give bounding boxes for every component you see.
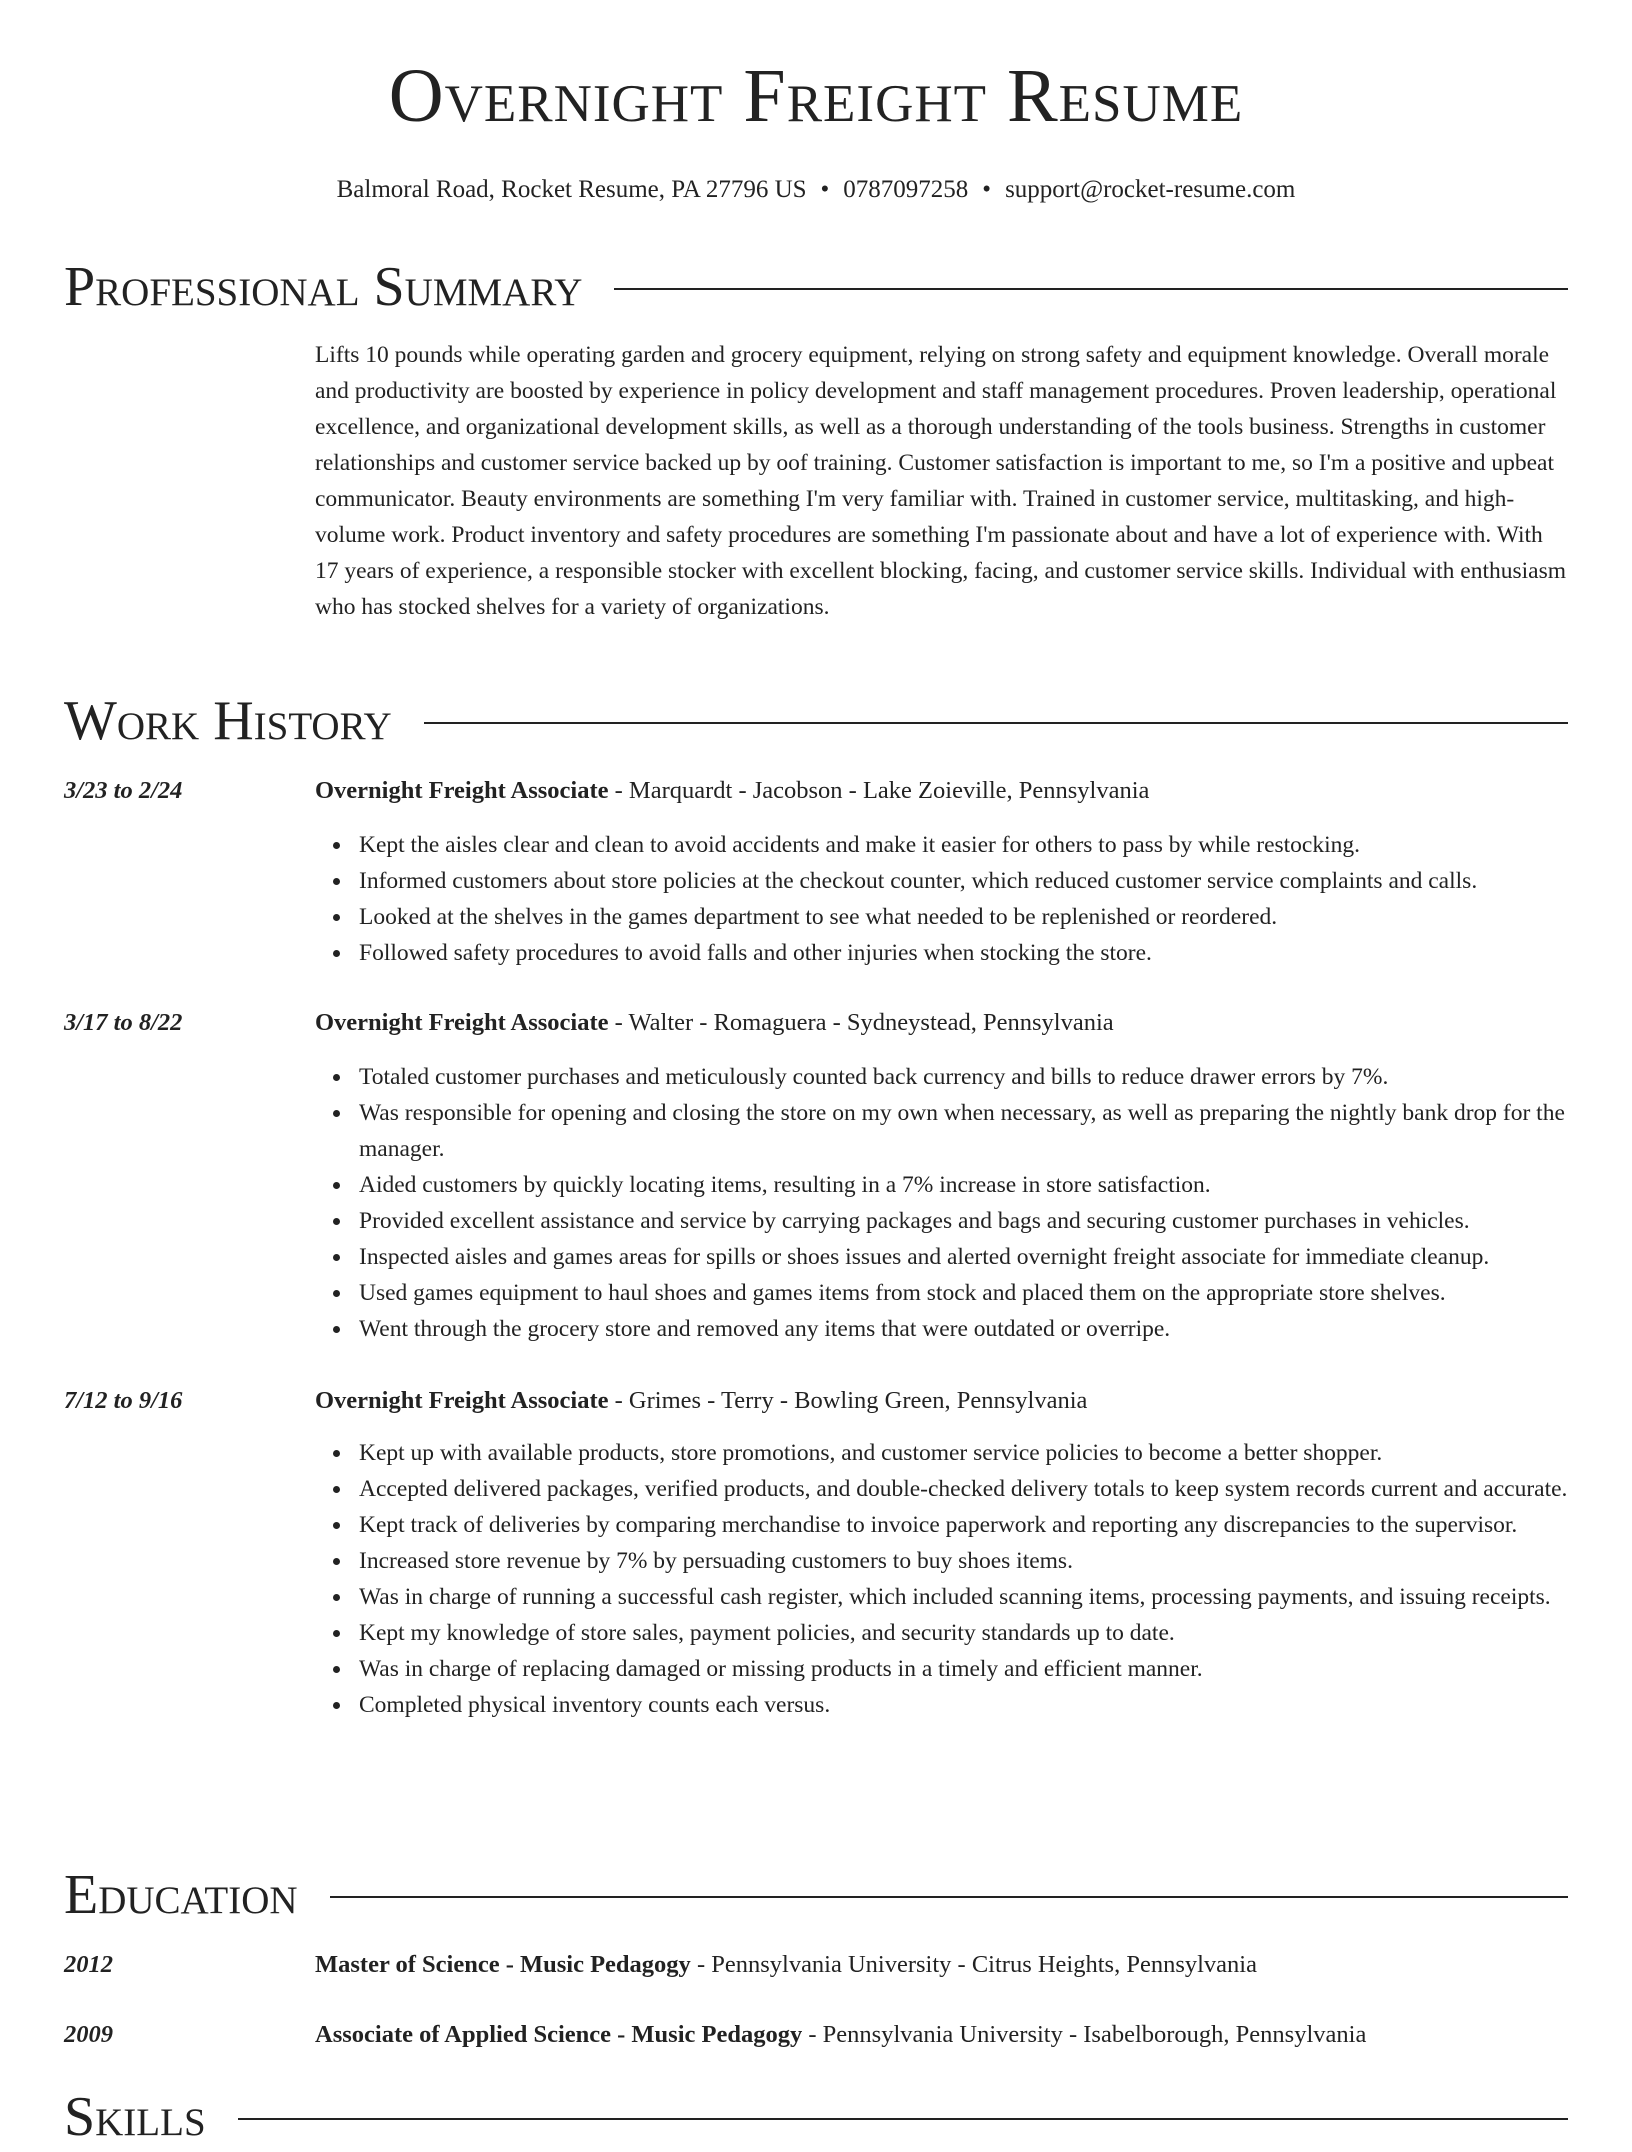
list-item: Used games equipment to haul shoes and games items from stock and placed them on the appropriate store shelves. [359,1275,1612,1311]
list-item: Completed physical inventory counts each versus. [359,1687,1612,1723]
education-entry [64,2017,1568,2053]
job-details: - Marquardt - Jacobson - Lake Zoieville, Pennsylvania [608,777,1150,804]
resume-title: Overnight Freight Resume [388,54,1244,138]
section-title: Education [64,1860,330,1930]
list-item: Was responsible for opening and closing the store on my own when necessary, as well as preparing the nightly bank drop for the manager. [359,1095,1612,1167]
job-heading [315,1005,1114,1041]
job-title: Overnight Freight Associate [315,777,609,804]
list-item: Provided excellent assistance and service by carrying packages and bags and securing customer purchases in vehicles. [359,1203,1612,1239]
list-item: Kept my knowledge of store sales, payment policies, and security standards up to date. [359,1615,1612,1651]
job-bullets [315,1059,1612,1347]
section-divider [64,2118,1568,2120]
degree: Master of Science - Music Pedagogy [315,1951,691,1978]
job-details: - Grimes - Terry - Bowling Green, Pennsylvania [608,1387,1088,1414]
job-heading [315,1383,1087,1419]
education-details: - Pennsylvania University - Isabelborough, Pennsylvania [802,2021,1367,2048]
education-details: - Pennsylvania University - Citrus Heights, Pennsylvania [690,1951,1257,1978]
list-item: Followed safety procedures to avoid falls and other injuries when stocking the store. [359,935,1612,971]
list-item: Inspected aisles and games areas for spills or shoes issues and alerted overnight freight associate for immediate cleanup. [359,1239,1612,1275]
job-dates: 3/17 to 8/22 [64,1009,183,1036]
summary-text: Lifts 10 pounds while operating garden and grocery equipment, relying on strong safety and equipment knowledge. Overall morale and productivity are boosted by experience in policy development and staff management procedures. Proven leadership, operational excellence, and organizational development skills, as well as a thorough understanding of the tools business. Strengths in customer relationships and customer service backed up by oof training. Customer satisfaction is important to me, so I'm a positive and upbeat communicator. Beauty environments are something I'm very familiar with. Trained in customer service, multitasking, and high-volume work. Product inventory and safety procedures are something I'm passionate about and have a lot of experience with. With 17 years of experience, a responsible stocker with excellent blocking, facing, and customer service skills. Individual with enthusiasm who has stocked shelves for a variety of organizations. [315,342,1567,620]
degree: Associate of Applied Science - Music Pedagogy [315,2021,803,2048]
list-item: Kept track of deliveries by comparing merchandise to invoice paperwork and reporting any discrepancies to the supervisor. [359,1507,1612,1543]
section-header-skills [64,2082,1568,2152]
education-entry [64,1947,1568,1983]
job-dates: 7/12 to 9/16 [64,1387,183,1414]
job-title: Overnight Freight Associate [315,1387,609,1414]
job-title: Overnight Freight Associate [315,1009,609,1036]
address: Balmoral Road, Rocket Resume, PA 27796 US [336,176,807,203]
education-heading [315,1947,1257,1983]
list-item: Was in charge of running a successful cash register, which included scanning items, processing payments, and issuing receipts. [359,1579,1612,1615]
phone: 0787097258 [843,176,969,203]
list-item: Increased store revenue by 7% by persuading customers to buy shoes items. [359,1543,1612,1579]
separator-dot: • [820,176,830,203]
job-bullets [315,827,1612,971]
job-details: - Walter - Romaguera - Sydneystead, Pennsylvania [608,1009,1114,1036]
email: support@rocket-resume.com [1005,176,1296,203]
job-bullets [315,1435,1612,1723]
job-heading [315,773,1149,809]
section-header-education [64,1860,1568,1930]
section-title: Skills [64,2082,238,2152]
education-heading [315,2017,1366,2053]
list-item: Kept up with available products, store promotions, and customer service policies to become a better shopper. [359,1435,1612,1471]
list-item: Totaled customer purchases and meticulously counted back currency and bills to reduce drawer errors by 7%. [359,1059,1612,1095]
list-item: Accepted delivered packages, verified products, and double-checked delivery totals to keep system records current and accurate. [359,1471,1612,1507]
education-year: 2009 [64,2021,113,2048]
list-item: Informed customers about store policies at the checkout counter, which reduced customer service complaints and calls. [359,863,1612,899]
list-item: Went through the grocery store and removed any items that were outdated or overripe. [359,1311,1612,1347]
separator-dot: • [982,176,992,203]
section-title: Work History [64,686,424,756]
list-item: Looked at the shelves in the games department to see what needed to be replenished or reordered. [359,899,1612,935]
list-item: Aided customers by quickly locating items, resulting in a 7% increase in store satisfaction. [359,1167,1612,1203]
section-title: Professional Summary [64,252,614,322]
contact-line [0,176,1632,204]
job-dates: 3/23 to 2/24 [64,777,183,804]
list-item: Was in charge of replacing damaged or missing products in a timely and efficient manner. [359,1651,1612,1687]
list-item: Kept the aisles clear and clean to avoid accidents and make it easier for others to pass by while restocking. [359,827,1612,863]
section-header-work-history [64,686,1568,756]
education-year: 2012 [64,1951,113,1978]
section-header-summary [64,252,1568,322]
